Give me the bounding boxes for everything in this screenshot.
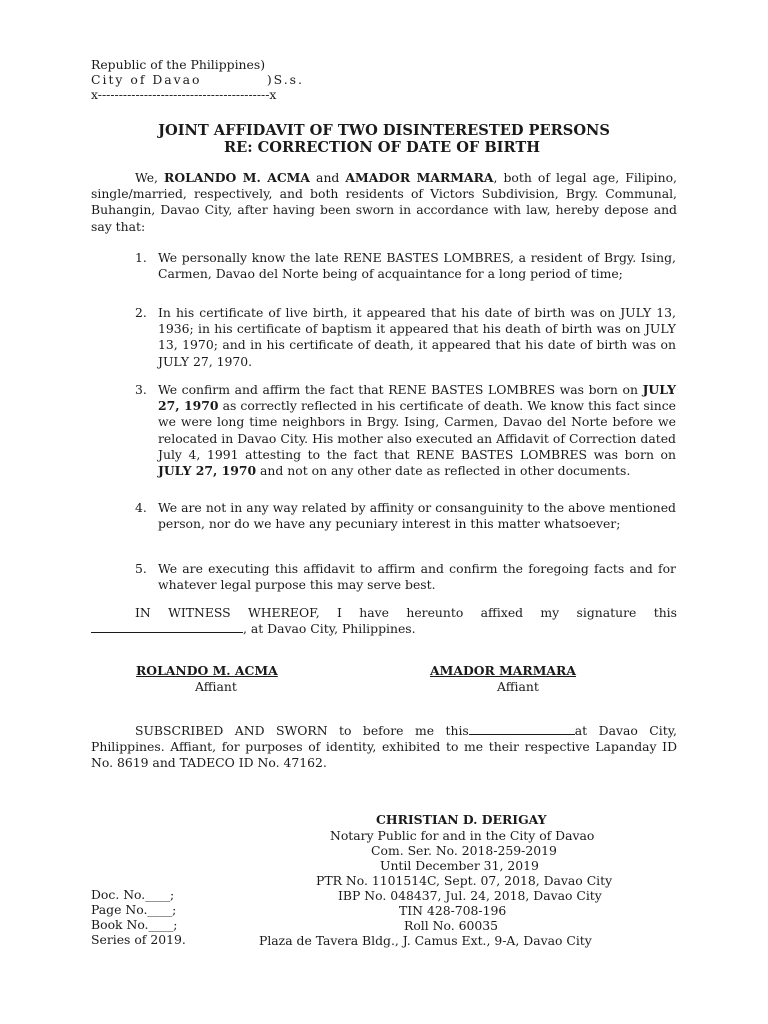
item-number: 2. [135, 305, 147, 320]
item-text: We are not in any way related by affinity or consanguinity to the above mentioned person, nor do we have any pecuniary interest in this matter whatsoever; [158, 500, 676, 532]
notary-line: PTR No. 1101514C, Sept. 07, 2018, Davao City [316, 873, 613, 888]
series-year: Series of 2019. [91, 932, 186, 947]
affiant-label: Affiant [195, 679, 237, 694]
venue-republic: Republic of the Philippines) [91, 57, 266, 72]
item-text: We are executing this affidavit to affirm and confirm the foregoing facts and for whatever legal purpose this may serve best. [158, 561, 676, 593]
affiant-signature-name: ROLANDO M. ACMA [136, 663, 278, 678]
witness-clause-continued: , at Davao City, Philippines. [91, 621, 416, 637]
notary-line: Roll No. 60035 [404, 918, 499, 933]
birth-date-bold: JULY 27, 1970 [158, 463, 257, 479]
jurat-date-blank[interactable] [469, 723, 575, 735]
document-title: JOINT AFFIDAVIT OF TWO DISINTERESTED PERSONS [158, 122, 610, 139]
doc-number: Doc. No.____; [91, 887, 175, 902]
birth-date-bold: JULY 27, 1970 [158, 382, 676, 414]
notary-line: Plaza de Tavera Bldg., J. Camus Ext., 9-A, Davao City [259, 933, 592, 948]
item-number: 4. [135, 500, 147, 515]
jurat-paragraph: SUBSCRIBED AND SWORN to before me this at Davao City, Philippines. Affiant, for purposes of identity, exhibited to me their respective Lapanday ID No. 8619 and TADECO ID No. 47162. [91, 723, 677, 771]
affiant-name-1: ROLANDO M. ACMA [164, 170, 311, 185]
date-blank[interactable] [91, 621, 243, 633]
item-text: In his certificate of live birth, it appeared that his date of birth was on JULY 13, 1936; in his certificate of baptism it appeared that his death of birth was on JULY 13, 1970; and in his certificate of death, it appeared that his date of birth was on JULY 27, 1970. [158, 305, 676, 369]
document-subtitle: RE: CORRECTION OF DATE OF BIRTH [223, 139, 541, 156]
notary-name: CHRISTIAN D. DERIGAY [376, 812, 547, 827]
item-text: We confirm and affirm the fact that RENE BASTES LOMBRES was born on JULY 27, 1970 as correctly reflected in his certificate of death. We know this fact since we were long time neighbors in Brgy. Ising, Carmen, Davao del Norte before we relocated in Davao City. His mother also executed an Affidavit of Correction dated July 4, 1991 attesting to the fact that RENE BASTES LOMBRES was born on JULY 27, 1970 and not on any other date as reflected in other documents. [158, 382, 676, 479]
notary-line: Notary Public for and in the City of Davao [330, 828, 595, 843]
page-number: Page No.____; [91, 902, 177, 917]
item-number: 5. [135, 561, 147, 576]
notary-line: Until December 31, 2019 [380, 858, 539, 873]
book-number: Book No.____; [91, 917, 178, 932]
venue-separator: x-----------------------------------------x [91, 87, 277, 102]
witness-clause: IN WITNESS WHEREOF, I have hereunto affixed my signature this [135, 605, 677, 620]
notary-line: Com. Ser. No. 2018-259-2019 [371, 843, 557, 858]
notary-line: TIN 428-708-196 [399, 903, 507, 918]
affiant-signature-name: AMADOR MARMARA [430, 663, 576, 678]
affiant-label: Affiant [497, 679, 539, 694]
item-number: 1. [135, 250, 147, 265]
affiant-name-2: AMADOR MARMARA [345, 170, 494, 185]
venue-city: City of Davao )S.s. [91, 72, 304, 87]
intro-paragraph: We, ROLANDO M. ACMA and AMADOR MARMARA, both of legal age, Filipino, single/married, respectively, and both residents of Victors Subdivision, Brgy. Communal, Buhangin, Davao City, after having been sworn in accordance with law, hereby depose and say that: [91, 170, 677, 234]
notary-line: IBP No. 048437, Jul. 24, 2018, Davao City [338, 888, 602, 903]
item-text: We personally know the late RENE BASTES LOMBRES, a resident of Brgy. Ising, Carmen, Davao del Norte being of acquaintance for a long period of time; [158, 250, 676, 282]
item-number: 3. [135, 382, 147, 397]
